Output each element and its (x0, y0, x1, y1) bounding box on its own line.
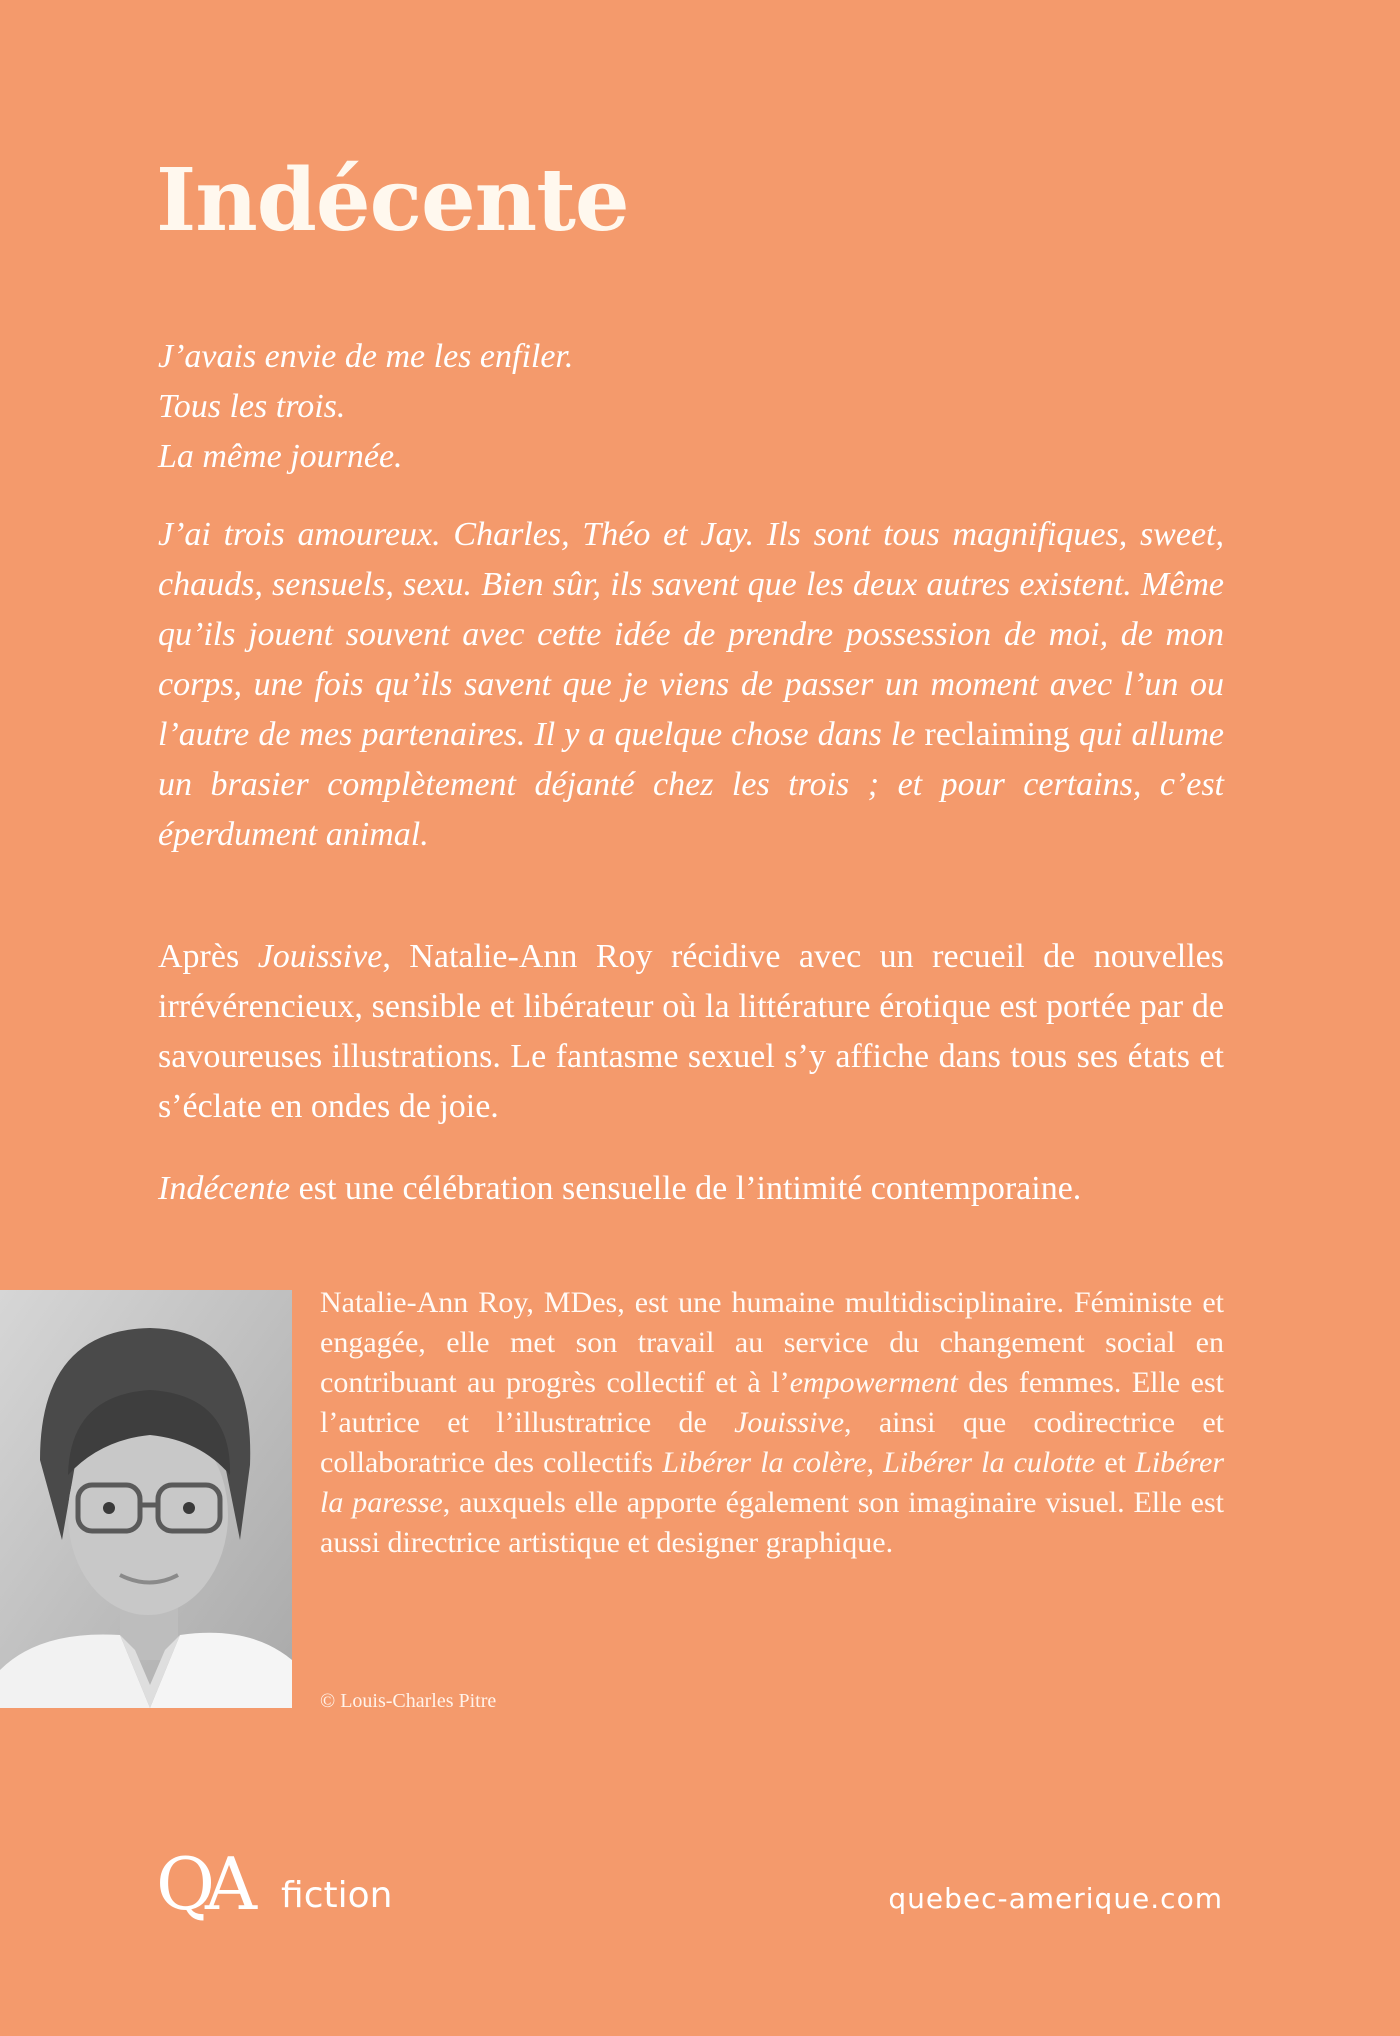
bio-italic: Libérer la paresse (320, 1446, 1224, 1519)
book-summary (158, 932, 1224, 1132)
bio-text: des femmes. Elle est l’autrice et l’illustratrice de (320, 1366, 1225, 1439)
bio-text: , ainsi que codirectrice et collaboratrice des collectifs (320, 1406, 1224, 1479)
excerpt-text: J’ai trois amoureux. Charles, Théo et Jay. Ils sont tous magnifiques, sweet, chauds, sensuels, sexu. Bien sûr, ils savent que les deux autres existent. Même qu’ils jouent souvent avec cette idée de prendre possession de moi, de mon corps, une fois qu’ils savent que je viens de passer un moment avec l’un ou l’autre de mes partenaires. Il y a quelque chose dans le (158, 516, 1224, 753)
bio-text: et (1095, 1446, 1136, 1479)
tagline-text: est une célébration sensuelle de l’intimité contemporaine. (290, 1170, 1082, 1207)
book-tagline (158, 1164, 1224, 1214)
bio-italic: empowerment (789, 1366, 958, 1399)
excerpt-text: qui allume un brasier complètement déjanté chez les trois ; et pour certains, c’est éperdument animal. (158, 716, 1224, 853)
excerpt-roman-word: reclaiming (924, 716, 1070, 753)
bio-text: , auxquels elle apporte également son imaginaire visuel. Elle est aussi directrice artistique et designer graphique. (320, 1486, 1224, 1559)
publisher-mark: QA (156, 1842, 248, 1926)
bio-italic: Libérer la colère, Libérer la culotte (662, 1446, 1096, 1479)
book-title: Indécente (156, 150, 629, 251)
summary-book-ref: Jouissive (257, 938, 383, 975)
publisher-website: quebec-amerique.com (888, 1882, 1223, 1915)
tagline-title: Indécente (158, 1170, 291, 1207)
excerpt-paragraph (158, 510, 1224, 860)
publisher-logo (156, 1840, 393, 1926)
author-photo (0, 1290, 292, 1708)
excerpt-line: La même journée. (158, 438, 403, 475)
author-portrait-icon (0, 1290, 292, 1708)
summary-text: Après (158, 938, 258, 975)
excerpt-line: Tous les trois. (158, 388, 346, 425)
bio-italic: Jouissive (734, 1406, 845, 1439)
author-bio (320, 1283, 1224, 1563)
summary-text: , Natalie-Ann Roy récidive avec un recueil de nouvelles irrévérencieux, sensible et libérateur où la littérature érotique est portée par de savoureuses illustrations. Le fantasme sexuel s’y affiche dans tous ses états et s’éclate en ondes de joie. (158, 938, 1224, 1125)
bio-text: Natalie-Ann Roy, MDes, est une humaine multidisciplinaire. Féministe et engagée, elle met son travail au service du changement social en contribuant au progrès collectif et à l’ (320, 1286, 1224, 1399)
collection-name: fiction (281, 1875, 393, 1916)
excerpt (158, 332, 1224, 860)
photo-credit: © Louis-Charles Pitre (320, 1690, 497, 1712)
excerpt-line: J’avais envie de me les enfiler. (158, 338, 574, 375)
